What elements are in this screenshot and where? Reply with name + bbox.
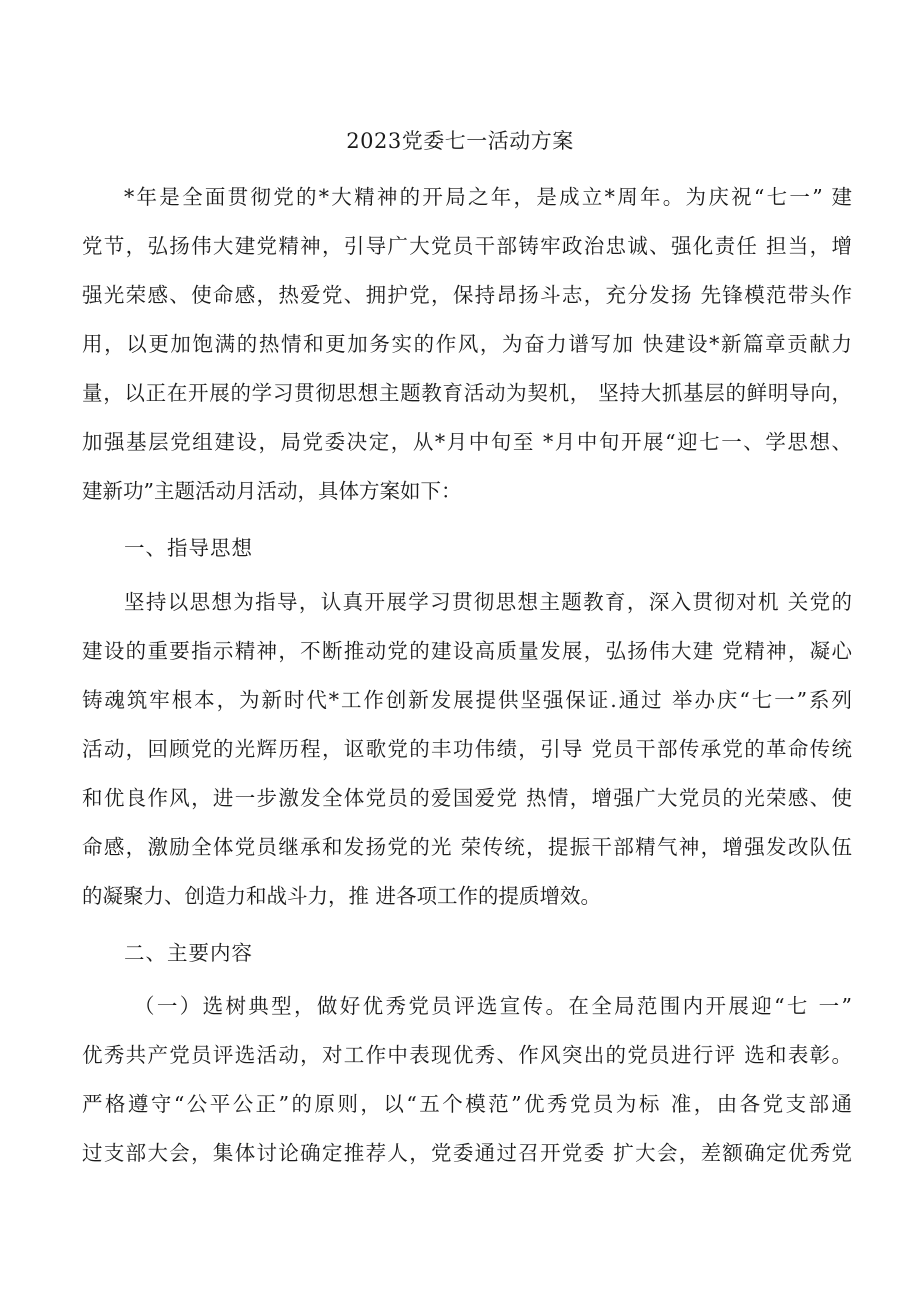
paragraph-3-line: （一）选树典型，做好优秀党员评选宣传。在全局范围内开展迎“七 一” xyxy=(134,994,852,1018)
paragraph-3-line: 优秀共产党员评选活动，对工作中表现优秀、作风突出的党员进行评 选和表彰。 xyxy=(82,1043,852,1067)
paragraph-2-line: 建设的重要指示精神，不断推动党的建设高质量发展，弘扬伟大建 党精神，凝心 xyxy=(82,639,852,663)
paragraph-1-line: *年是全面贯彻党的*大精神的开局之年，是成立*周年。为庆祝“七一” 建 xyxy=(124,185,852,209)
paragraph-2-line: 活动，回顾党的光辉历程，讴歌党的丰功伟绩，引导 党员干部传承党的革命传统 xyxy=(82,737,852,761)
paragraph-2-line: 的凝聚力、创造力和战斗力，推 进各项工作的提质增效。 xyxy=(82,884,602,908)
section-heading-main-content: 二、主要内容 xyxy=(124,941,253,965)
paragraph-2-line: 铸魂筑牢根本，为新时代*工作创新发展提供坚强保证.通过 举办庆“七一”系列 xyxy=(82,688,852,712)
section-heading-guiding-ideology: 一、指导思想 xyxy=(124,536,253,560)
paragraph-2-line: 命感，激励全体党员继承和发扬党的光 荣传统，提振干部精气神，增强发改队伍 xyxy=(82,835,852,859)
paragraph-3-line: 严格遵守“公平公正”的原则，以“五个模范”优秀党员为标 准，由各党支部通 xyxy=(82,1092,852,1116)
paragraph-2-line: 和优良作风，进一步激发全体党员的爱国爱党 热情，增强广大党员的光荣感、使 xyxy=(82,786,852,810)
paragraph-1-line: 党节，弘扬伟大建党精神，引导广大党员干部铸牢政治忠诚、强化责任 担当，增 xyxy=(82,234,852,258)
paragraph-1-line: 强光荣感、使命感，热爱党、拥护党，保持昂扬斗志，充分发扬 先锋模范带头作 xyxy=(82,283,852,307)
paragraph-3-line: 过支部大会，集体讨论确定推荐人，党委通过召开党委 扩大会，差额确定优秀党 xyxy=(82,1141,852,1165)
paragraph-1-line: 用，以更加饱满的热情和更加务实的作风，为奋力谱写加 快建设*新篇章贡献力 xyxy=(82,332,852,356)
document-title: 2023党委七一活动方案 xyxy=(346,129,574,153)
paragraph-2-line: 坚持以思想为指导，认真开展学习贯彻思想主题教育，深入贯彻对机 关党的 xyxy=(124,590,852,614)
paragraph-1-line: 建新功”主题活动月活动，具体方案如下： xyxy=(82,479,462,503)
paragraph-1-line: 量，以正在开展的学习贯彻思想主题教育活动为契机， 坚持大抓基层的鲜明导向， xyxy=(82,381,852,405)
paragraph-1-line: 加强基层党组建设，局党委决定，从*月中旬至 *月中旬开展“迎七一、学思想、 xyxy=(82,430,852,454)
